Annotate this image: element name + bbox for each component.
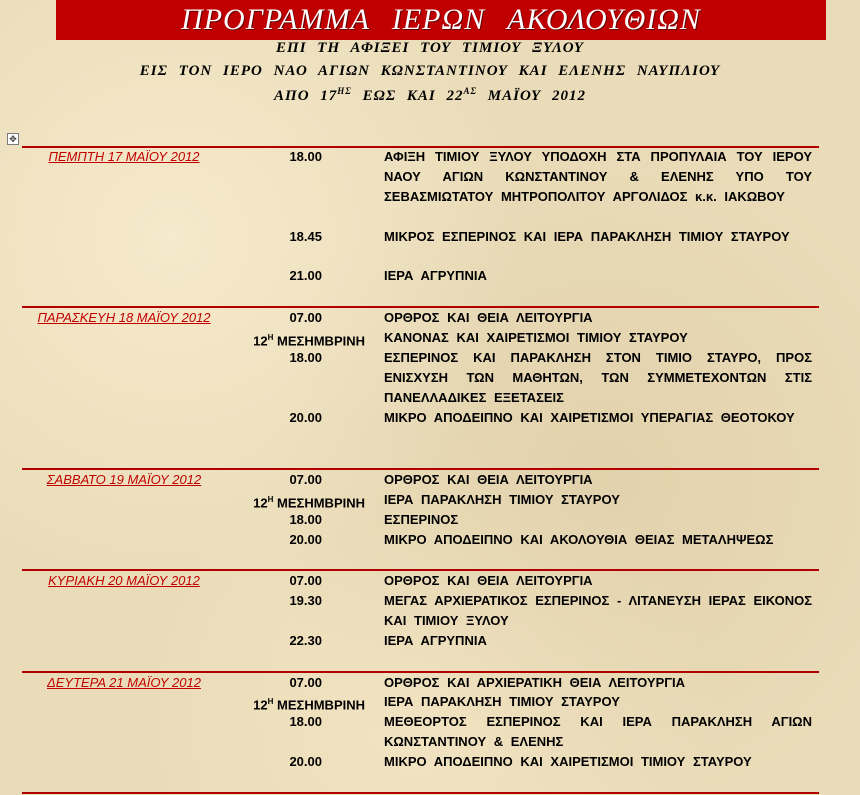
service-time: 20.00 bbox=[289, 532, 322, 547]
day-heading: ΚΥΡΙΑΚΗ 20 ΜΑΪΟΥ 2012 bbox=[48, 573, 200, 588]
service-description: ΚΑΝΟΝΑΣ ΚΑΙ ΧΑΙΡΕΤΙΣΜΟΙ ΤΙΜΙΟΥ ΣΤΑΥΡΟΥ bbox=[384, 330, 688, 345]
subtitle-line-2: ΕΙΣ ΤΟΝ ΙΕΡΟ ΝΑΟ ΑΓΙΩΝ ΚΩΝΣΤΑΝΤΙΝΟΥ ΚΑΙ ΕΛΕΝΗΣ ΝΑΥΠΛΙΟΥ bbox=[139, 63, 721, 79]
day-separator bbox=[22, 792, 819, 794]
day-heading: ΠΑΡΑΣΚΕΥΗ 18 ΜΑΪΟΥ 2012 bbox=[37, 310, 211, 325]
service-time: 18.00 bbox=[289, 714, 322, 729]
service-time: 07.00 bbox=[289, 472, 322, 487]
service-description: ΟΡΘΡΟΣ ΚΑΙ ΘΕΙΑ ΛΕΙΤΟΥΡΓΙΑ bbox=[384, 310, 593, 325]
service-description: ΙΕΡΑ ΠΑΡΑΚΛΗΣΗ ΤΙΜΙΟΥ ΣΤΑΥΡΟΥ bbox=[384, 492, 620, 507]
service-description: ΟΡΘΡΟΣ ΚΑΙ ΘΕΙΑ ΛΕΙΤΟΥΡΓΙΑ bbox=[384, 472, 593, 487]
service-time: 21.00 bbox=[289, 268, 322, 283]
service-description: ΙΕΡΑ ΠΑΡΑΚΛΗΣΗ ΤΙΜΙΟΥ ΣΤΑΥΡΟΥ bbox=[384, 694, 620, 709]
service-time: 18.00 bbox=[289, 512, 322, 527]
service-description: ΜΙΚΡΟ ΑΠΟΔΕΙΠΝΟ ΚΑΙ ΑΚΟΛΟΥΘΙΑ ΘΕΙΑΣ ΜΕΤΑΛΗΨΕΩΣ bbox=[384, 532, 774, 547]
service-description: ΙΕΡΑ ΑΓΡΥΠΝΙΑ bbox=[384, 633, 487, 648]
service-description: ΜΙΚΡΟ ΑΠΟΔΕΙΠΝΟ ΚΑΙ ΧΑΙΡΕΤΙΣΜΟΙ ΥΠΕΡΑΓΙΑΣ ΘΕΟΤΟΚΟΥ bbox=[384, 410, 795, 425]
service-description: ΜΕΓΑΣ ΑΡΧΙΕΡΑΤΙΚΟΣ ΕΣΠΕΡΙΝΟΣ - ΛΙΤΑΝΕΥΣΗ ΙΕΡΑΣ ΕΙΚΟΝΟΣ ΚΑΙ ΤΙΜΙΟΥ ΞΥΛΟΥ bbox=[384, 593, 812, 628]
service-time: 18.00 bbox=[289, 350, 322, 365]
subtitle-line-1: ΕΠΙ ΤΗ ΑΦΙΞΕΙ ΤΟΥ ΤΙΜΙΟΥ ΞΥΛΟΥ bbox=[276, 40, 584, 56]
service-description: ΕΣΠΕΡΙΝΟΣ ΚΑΙ ΠΑΡΑΚΛΗΣΗ ΣΤΟΝ ΤΙΜΙΟ ΣΤΑΥΡΟ, ΠΡΟΣ ΕΝΙΣΧΥΣΗ ΤΩΝ ΜΑΘΗΤΩΝ, ΤΩΝ ΣΥΜΜΕΤΕΧΟΝΤΩΝ ΣΤΙΣ ΠΑΝΕΛΛΑΔΙΚΕΣ ΕΞΕΤΑΣΕΙΣ bbox=[384, 350, 812, 405]
day-heading: ΔΕΥΤΕΡΑ 21 ΜΑΪΟΥ 2012 bbox=[47, 675, 201, 690]
service-description: ΟΡΘΡΟΣ ΚΑΙ ΑΡΧΙΕΡΑΤΙΚΗ ΘΕΙΑ ΛΕΙΤΟΥΡΓΙΑ bbox=[384, 675, 686, 690]
service-description: ΑΦΙΞΗ ΤΙΜΙΟΥ ΞΥΛΟΥ ΥΠΟΔΟΧΗ ΣΤΑ ΠΡΟΠΥΛΑΙΑ ΤΟΥ ΙΕΡΟΥ ΝΑΟΥ ΑΓΙΩΝ ΚΩΝΣΤΑΝΤΙΝΟΥ & ΕΛΕΝΗΣ ΥΠΟ ΤΟΥ ΣΕΒΑΣΜΙΩΤΑΤΟΥ ΜΗΤΡΟΠΟΛΙΤΟΥ ΑΡΓΟΛΙΔΟΣ κ.κ. ΙΑΚΩΒΟΥ bbox=[384, 149, 812, 204]
service-description: ΜΙΚΡΟ ΑΠΟΔΕΙΠΝΟ ΚΑΙ ΧΑΙΡΕΤΙΣΜΟΙ ΤΙΜΙΟΥ ΣΤΑΥΡΟΥ bbox=[384, 754, 752, 769]
service-time: 18.45 bbox=[289, 229, 322, 244]
service-time: 20.00 bbox=[289, 410, 322, 425]
day-heading: ΣΑΒΒΑΤΟ 19 ΜΑΪΟΥ 2012 bbox=[46, 472, 202, 487]
move-anchor-icon[interactable]: ✥ bbox=[7, 133, 19, 145]
service-time: 18.00 bbox=[289, 149, 322, 164]
service-time: 22.30 bbox=[289, 633, 322, 648]
service-description: ΜΙΚΡΟΣ ΕΣΠΕΡΙΝΟΣ ΚΑΙ ΙΕΡΑ ΠΑΡΑΚΛΗΣΗ ΤΙΜΙΟΥ ΣΤΑΥΡΟΥ bbox=[384, 229, 790, 244]
service-time: 07.00 bbox=[289, 675, 322, 690]
service-time: 07.00 bbox=[289, 310, 322, 325]
page-title: ΠΡΟΓΡΑΜΜΑ ΙΕΡΩΝ ΑΚΟΛΟΥΘΙΩΝ bbox=[56, 0, 826, 40]
service-description: ΕΣΠΕΡΙΝΟΣ bbox=[384, 512, 459, 527]
service-description: ΜΕΘΕΟΡΤΟΣ ΕΣΠΕΡΙΝΟΣ ΚΑΙ ΙΕΡΑ ΠΑΡΑΚΛΗΣΗ ΑΓΙΩΝ ΚΩΝΣΤΑΝΤΙΝΟΥ & ΕΛΕΝΗΣ bbox=[384, 714, 812, 749]
day-heading: ΠΕΜΠΤΗ 17 ΜΑΪΟΥ 2012 bbox=[48, 149, 200, 164]
service-time: $12^H$ ΜΕΣΗΜΒΡΙΝΗ bbox=[253, 697, 365, 713]
service-description: ΟΡΘΡΟΣ ΚΑΙ ΘΕΙΑ ΛΕΙΤΟΥΡΓΙΑ bbox=[384, 573, 593, 588]
service-time: 07.00 bbox=[289, 573, 322, 588]
service-time: 19.30 bbox=[289, 593, 322, 608]
service-time: $12^H$ ΜΕΣΗΜΒΡΙΝΗ bbox=[253, 495, 365, 511]
service-time: 20.00 bbox=[289, 754, 322, 769]
service-description: ΙΕΡΑ ΑΓΡΥΠΝΙΑ bbox=[384, 268, 487, 283]
service-time: $12^H$ ΜΕΣΗΜΒΡΙΝΗ bbox=[253, 333, 365, 349]
subtitle-line-3: ΑΠΟ $17^{H\Sigma}$ ΕΩΣ ΚΑΙ $22^{A\Sigma}$ ΜΑΪΟΥ 2012 bbox=[274, 86, 586, 104]
